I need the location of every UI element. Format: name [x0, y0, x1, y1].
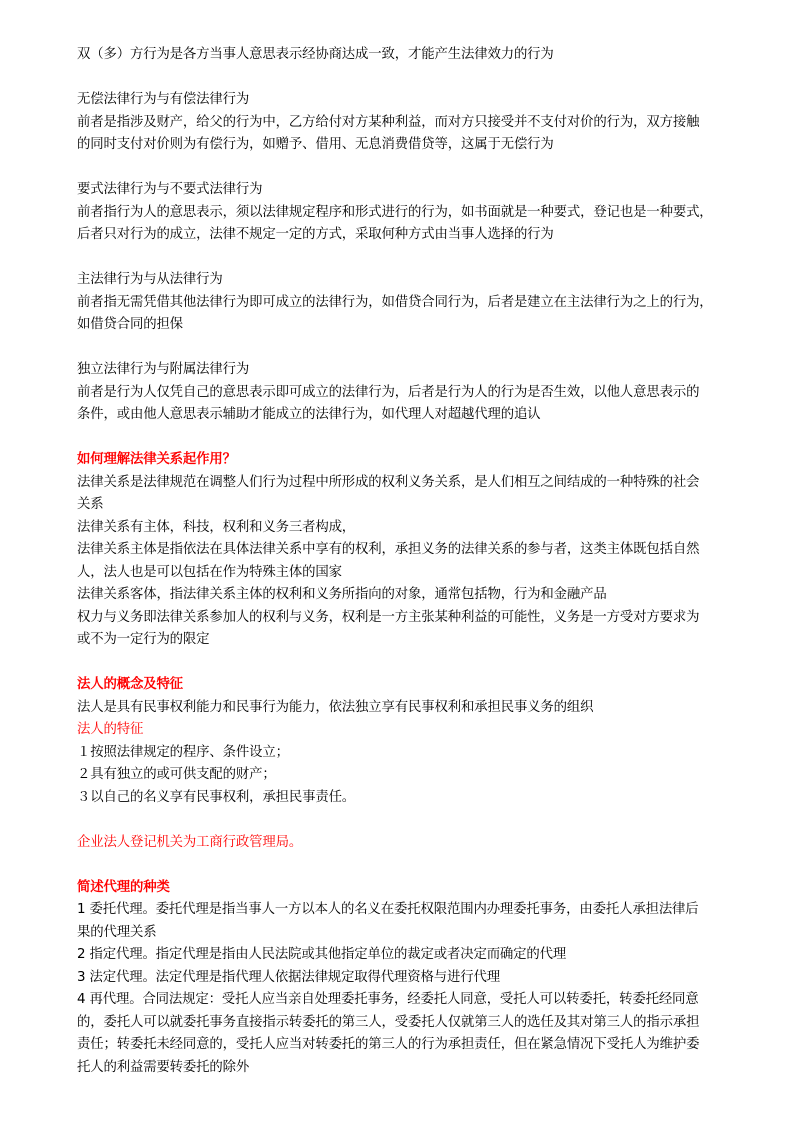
- spacer: [77, 67, 777, 90]
- text-line: 法律关系是法律规范在调整人们行为过程中所形成的权利义务关系，是人们相互之间结成的一种特殊的社会: [77, 474, 700, 490]
- spacer: [77, 809, 777, 832]
- document-page: [77, 44, 777, 1079]
- heading-agency-types: 简述代理的种类: [77, 879, 170, 895]
- spacer: [77, 157, 777, 180]
- spacer: [77, 427, 777, 450]
- text-line: 如借贷合同的担保: [77, 317, 183, 332]
- text-line: 前者是指涉及财产，给父的行为中，乙方给付对方某种利益，而对方只接受并不支付对价的行为，双方接触: [77, 114, 700, 130]
- text-line: 前者是行为人仅凭自己的意思表示即可成立的法律行为，后者是行为人的行为是否生效，以他人意思表示的: [77, 384, 700, 400]
- subheading-features: 法人的特征: [77, 722, 144, 737]
- text-line: 法律关系客体，指法律关系主体的权利和义务所指向的对象，通常包括物，行为和金融产品: [77, 587, 607, 602]
- text-line: 3 法定代理。法定代理是指代理人依据法律规定取得代理资格与进行代理: [77, 969, 500, 985]
- para-formal: [77, 179, 777, 247]
- list-item: １按照法律规定的程序、条件设立；: [77, 744, 289, 760]
- text-line: 关系: [77, 497, 104, 512]
- text-line: 法人是具有民事权利能力和民事行为能力，依法独立享有民事权利和承担民事义务的组织: [77, 699, 594, 715]
- registration-note: 企业法人登记机关为工商行政管理局。: [77, 834, 303, 850]
- text-line: 或不为一定行为的限定: [77, 632, 210, 647]
- para-legal-relation: [77, 472, 777, 652]
- section-title: 独立法律行为与附属法律行为: [77, 362, 250, 377]
- text-line: 条件，或由他人意思表示辅助才能成立的法律行为，如代理人对超越代理的追认: [77, 407, 541, 422]
- para-gratuitous: [77, 89, 777, 157]
- list-item: ２具有独立的或可供支配的财产；: [77, 767, 276, 782]
- text-line: 责任；转委托未经同意的，受托人应当对转委托的第三人的行为承担责任，但在紧急情况下受托人为维护委: [77, 1037, 700, 1052]
- para-principal: [77, 269, 777, 337]
- text-line: 果的代理关系: [77, 924, 157, 940]
- para-independent: [77, 359, 777, 427]
- para-multilateral: [77, 44, 777, 67]
- section-title: 要式法律行为与不要式法律行为: [77, 182, 263, 197]
- heading-legal-person: 法人的概念及特征: [77, 677, 183, 692]
- text-line: 人，法人也是可以包括在作为特殊主体的国家: [77, 564, 342, 580]
- text-line: 1 委托代理。委托代理是指当事人一方以本人的名义在委托权限范围内办理委托事务，由委托人承担法律后: [77, 902, 699, 917]
- text-line: 法律关系主体是指依法在具体法律关系中享有的权利，承担义务的法律关系的参与者，这类主体既包括自然: [77, 542, 700, 557]
- text-line: 双（多）方行为是各方当事人意思表示经协商达成一致，才能产生法律效力的行为: [77, 47, 554, 62]
- spacer: [77, 337, 777, 360]
- spacer: [77, 854, 777, 877]
- text-line: 前者指无需凭借其他法律行为即可成立的法律行为，如借贷合同行为，后者是建立在主法律行为之上的行为，: [77, 294, 713, 310]
- heading-legal-relation: 如何理解法律关系起作用？: [77, 452, 236, 467]
- text-line: 的，委托人可以就委托事务直接指示转委托的第三人，受委托人仅就第三人的选任及其对第三人的指示承担: [77, 1014, 700, 1030]
- text-line: 托人的利益需要转委托的除外: [77, 1059, 250, 1075]
- text-line: 权力与义务即法律关系参加人的权利与义务，权利是一方主张某种利益的可能性，义务是一方受对方要求为: [77, 609, 700, 625]
- section-title: 无偿法律行为与有偿法律行为: [77, 92, 250, 107]
- para-agency-types: [77, 899, 777, 1079]
- text-line: 法律关系有主体，科技，权利和义务三者构成，: [77, 519, 356, 535]
- list-item: ３以自己的名义享有民事权利，承担民事责任。: [77, 789, 356, 805]
- text-line: 4 再代理。合同法规定：受托人应当亲自处理委托事务，经委托人同意，受托人可以转委托，转委托经同意: [77, 992, 699, 1007]
- text-line: 后者只对行为的成立，法律不规定一定的方式，采取何种方式由当事人选择的行为: [77, 227, 554, 242]
- section-title: 主法律行为与从法律行为: [77, 272, 223, 287]
- spacer: [77, 652, 777, 675]
- text-line: 前者指行为人的意思表示，须以法律规定程序和形式进行的行为，如书面就是一种要式，登记也是一种要式，: [77, 204, 713, 220]
- spacer: [77, 247, 777, 270]
- features-list: [77, 742, 777, 810]
- para-legal-person: [77, 697, 777, 720]
- text-line: 2 指定代理。指定代理是指由人民法院或其他指定单位的裁定或者决定而确定的代理: [77, 947, 567, 962]
- text-line: 的同时支付对价则为有偿行为，如赠予、借用、无息消费借贷等，这属于无偿行为: [77, 137, 554, 152]
